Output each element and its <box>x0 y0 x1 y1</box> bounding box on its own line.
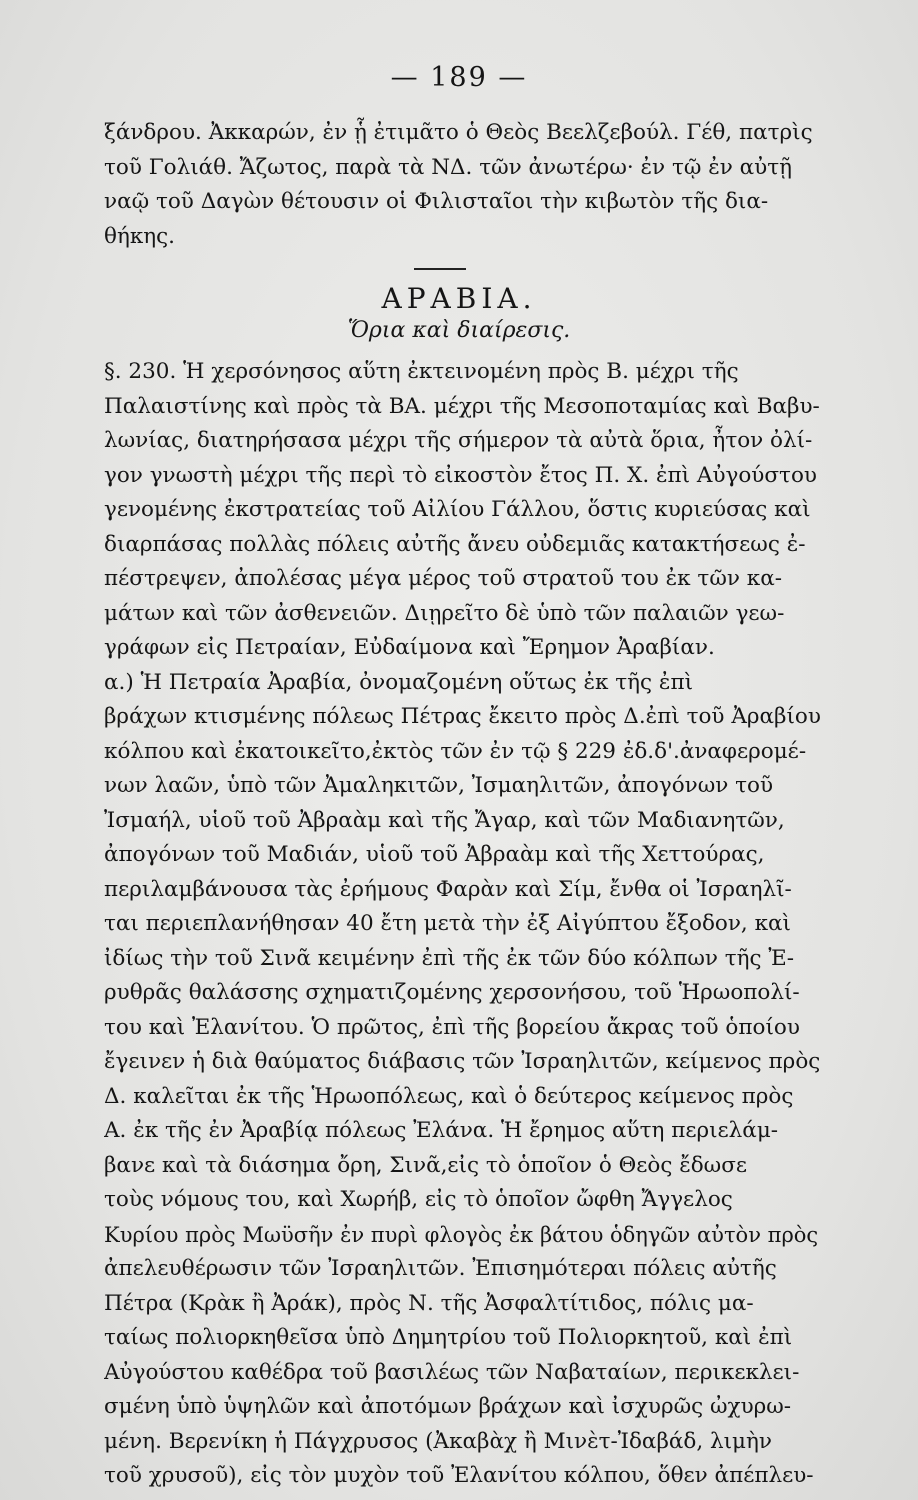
text-line: ταίως πολιορκηθεῖσα ὑπὸ Δημητρίου τοῦ Πολιορκητοῦ, καὶ ἐπὶ <box>104 1325 793 1350</box>
text-line: νων λαῶν, ὑπὸ τῶν Ἀμαληκιτῶν, Ἰσμαηλιτῶν, ἀπογόνων τοῦ <box>104 773 774 798</box>
text-line: γράφων εἰς Πετραίαν, Εὐδαίμονα καὶ Ἔρημον Ἀραβίαν. <box>104 635 715 660</box>
text-line: σμένη ὑπὸ ὑψηλῶν καὶ ἀποτόμων βράχων καὶ ἰσχυρῶς ὠχυρω- <box>104 1394 792 1419</box>
text-line: §. 230. Ἡ χερσόνησος αὕτη ἐκτεινομένη πρὸς Β. μέχρι τῆς <box>104 359 739 384</box>
text-line: Πέτρα (Κρὰκ ἢ Ἀράκ), πρὸς Ν. τῆς Ἀσφαλτίτιδος, πόλις μα- <box>104 1290 754 1316</box>
text-line: Παλαιστίνης καὶ πρὸς τὰ ΒΑ. μέχρι τῆς Μεσοποταμίας καὶ Βαβυ- <box>104 393 820 419</box>
text-line: βράχων κτισμένης πόλεως Πέτρας ἔκειτο πρὸς Δ.ἐπὶ τοῦ Ἀραβίου <box>104 704 821 729</box>
text-line: θήκης. <box>104 223 176 249</box>
text-line: κόλπου καὶ ἐκατοικεῖτο,ἐκτὸς τῶν ἐν τῷ § 229 ἐδ.δ'.ἀναφερομέ- <box>104 738 807 764</box>
text-line: του καὶ Ἐλανίτου. Ὁ πρῶτος, ἐπὶ τῆς βορείου ἄκρας τοῦ ὁποίου <box>104 1014 800 1040</box>
text-line: τοὺς νόμους του, καὶ Χωρήβ, εἰς τὸ ὁποῖον ὤφθη Ἄγγελος <box>104 1187 733 1212</box>
text-line: περιλαμβάνουσα τὰς ἐρήμους Φαρὰν καὶ Σίμ, ἔνθα οἱ Ἰσραηλῖ- <box>104 876 792 902</box>
text-line: ρυθρᾶς θαλάσσης σχηματιζομένης χερσονήσου, τοῦ Ἡρωοπολί- <box>104 980 800 1005</box>
text-line: βανε καὶ τὰ διάσημα ὄρη, Σινᾶ,εἰς τὸ ὁποῖον ὁ Θεὸς ἔδωσε <box>104 1152 748 1178</box>
text-line: α.) Ἡ Πετραία Ἀραβία, ὀνομαζομένη οὕτως ἐκ τῆς ἐπὶ <box>104 669 694 695</box>
text-line: Δ. καλεῖται ἐκ τῆς Ἡρωοπόλεως, καὶ ὁ δεύτερος κείμενος πρὸς <box>104 1083 794 1109</box>
text-line: ἔγεινεν ἡ διὰ θαύματος διάβασις τῶν Ἰσραηλιτῶν, κείμενος πρὸς <box>104 1049 821 1074</box>
body-text <box>104 355 826 1494</box>
text-line: γενομένης ἐκστρατείας τοῦ Αἰλίου Γάλλου, ὅστις κυριεύσας καὶ <box>104 497 811 522</box>
text-line: γον γνωστὴ μέχρι τῆς περὶ τὸ εἰκοστὸν ἔτος Π. Χ. ἐπὶ Αὐγούστου <box>104 462 817 488</box>
text-line: ξάνδρου. Ἀκκαρών, ἐν ᾗ ἐτιμᾶτο ὁ Θεὸς Βεελζεβούλ. Γέθ, πατρὶς <box>104 120 813 145</box>
text-line: λωνίας, διατηρήσασα μέχρι τῆς σήμερον τὰ αὐτὰ ὅρια, ἦτον ὀλί- <box>104 428 813 453</box>
text-line: διαρπάσας πολλὰς πόλεις αὐτῆς ἄνευ οὐδεμιᾶς κατακτήσεως ἐ- <box>104 531 806 557</box>
text-line: τοῦ χρυσοῦ), εἰς τὸν μυχὸν τοῦ Ἐλανίτου κόλπου, ὅθεν ἀπέπλευ- <box>104 1463 814 1488</box>
section-title: ΑΡΑΒΙΑ. <box>381 282 537 315</box>
text-line: τοῦ Γολιάθ. Ἄζωτος, παρὰ τὰ ΝΔ. τῶν ἀνωτέρω· ἐν τῷ ἐν αὐτῇ <box>104 154 793 180</box>
section-subtitle: Ὅρια καὶ διαίρεσις. <box>347 318 571 343</box>
intro-paragraph <box>104 116 826 254</box>
text-line: ἰδίως τὴν τοῦ Σινᾶ κειμένην ἐπὶ τῆς ἐκ τῶν δύο κόλπων τῆς Ἐ- <box>104 945 795 971</box>
text-line: ἀπελευθέρωσιν τῶν Ἰσραηλιτῶν. Ἐπισημότεραι πόλεις αὐτῆς <box>104 1256 777 1281</box>
text-line: Αὐγούστου καθέδρα τοῦ βασιλέως τῶν Ναβαταίων, περικεκλει- <box>104 1359 800 1385</box>
text-line: Ἰσμαήλ, υἱοῦ τοῦ Ἀβραὰμ καὶ τῆς Ἄγαρ, καὶ τῶν Μαδιανητῶν, <box>104 807 785 833</box>
page-number: — 189 — <box>390 62 528 93</box>
text-line: ἀπογόνων τοῦ Μαδιάν, υἱοῦ τοῦ Ἀβραὰμ καὶ τῆς Χεττούρας, <box>104 842 765 867</box>
text-line: πέστρεψεν, ἀπολέσας μέγα μέρος τοῦ στρατοῦ του ἐκ τῶν κα- <box>104 566 782 591</box>
text-line: μένη. Βερενίκη ἡ Πάγχρυσος (Ἀκαβὰχ ἢ Μινὲτ-Ἰδαβάδ, λιμὴν <box>104 1428 772 1454</box>
text-line: Κυρίου πρὸς Μωϋσῆν ἐν πυρὶ φλογὸς ἐκ βάτου ὁδηγῶν αὐτὸν πρὸς <box>104 1222 819 1247</box>
section-divider <box>414 268 466 270</box>
text-line: ναῷ τοῦ Δαγὼν θέτουσιν οἱ Φιλισταῖοι τὴν κιβωτὸν τῆς δια- <box>104 189 769 214</box>
text-line: ται περιεπλανήθησαν 40 ἔτη μετὰ τὴν ἐξ Αἰγύπτου ἔξοδον, καὶ <box>104 911 791 936</box>
text-line: μάτων καὶ τῶν ἀσθενειῶν. Διῃρεῖτο δὲ ὑπὸ τῶν παλαιῶν γεω- <box>104 600 785 626</box>
text-line: Α. ἐκ τῆς ἐν Ἀραβίᾳ πόλεως Ἐλάνα. Ἡ ἔρημος αὕτη περιελάμ- <box>104 1118 779 1143</box>
